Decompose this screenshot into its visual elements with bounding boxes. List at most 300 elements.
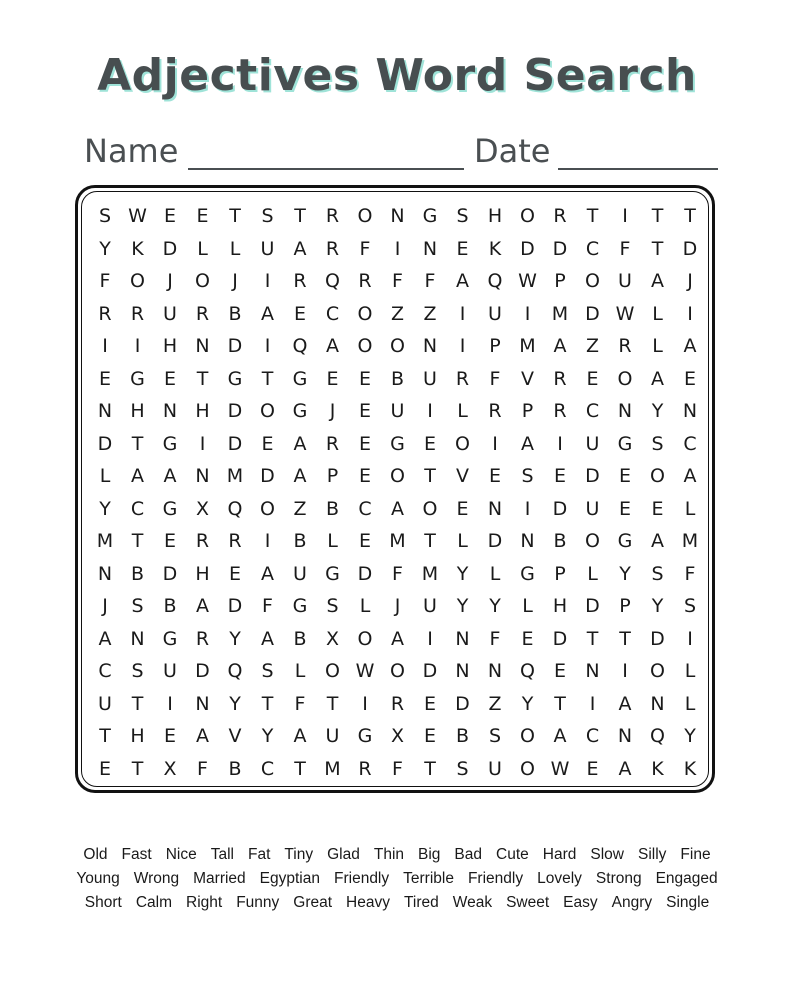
grid-letter[interactable]: N <box>195 692 210 715</box>
grid-letter[interactable]: Y <box>456 595 469 617</box>
grid-letter[interactable]: N <box>487 497 503 520</box>
grid-letter[interactable]: G <box>162 497 178 520</box>
grid-letter[interactable]: O <box>260 497 275 520</box>
grid-letter[interactable]: X <box>325 627 340 650</box>
grid-letter[interactable]: U <box>98 692 112 715</box>
grid-letter[interactable]: A <box>651 367 664 390</box>
grid-letter[interactable]: E <box>618 497 631 520</box>
grid-letter[interactable]: O <box>455 432 470 455</box>
grid-letter[interactable]: D <box>682 237 698 260</box>
grid-letter[interactable]: J <box>232 270 238 292</box>
grid-letter[interactable]: C <box>585 400 600 422</box>
grid-letter[interactable]: G <box>292 400 308 422</box>
grid-letter[interactable]: N <box>617 400 633 422</box>
grid-letter[interactable]: Z <box>390 302 405 325</box>
grid-letter[interactable]: D <box>552 237 568 260</box>
grid-letter[interactable]: O <box>390 335 405 357</box>
grid-letter[interactable]: M <box>226 465 244 487</box>
grid-letter[interactable]: H <box>552 595 568 617</box>
grid-letter[interactable]: P <box>554 562 566 585</box>
grid-letter[interactable]: O <box>260 400 275 422</box>
grid-letter[interactable]: O <box>390 465 405 487</box>
grid-letter[interactable]: N <box>682 400 698 422</box>
grid-letter[interactable]: T <box>229 205 241 227</box>
grid-letter[interactable]: T <box>326 692 339 715</box>
grid-letter[interactable]: P <box>554 270 566 292</box>
grid-letter[interactable]: I <box>362 692 368 715</box>
grid-letter[interactable]: E <box>358 367 371 390</box>
grid-letter[interactable]: E <box>423 725 436 747</box>
grid-letter[interactable]: E <box>423 692 436 715</box>
grid-letter[interactable]: Q <box>650 725 665 747</box>
grid-letter[interactable]: R <box>195 627 210 650</box>
grid-letter[interactable]: F <box>619 237 631 260</box>
grid-letter[interactable]: H <box>195 400 210 422</box>
grid-letter[interactable]: S <box>456 757 469 780</box>
grid-letter[interactable]: A <box>293 432 307 455</box>
grid-letter[interactable]: I <box>622 660 628 682</box>
grid-letter[interactable]: B <box>390 367 405 390</box>
grid-letter[interactable]: N <box>422 335 438 357</box>
grid-letter[interactable]: E <box>358 432 371 455</box>
grid-letter[interactable]: F <box>684 562 696 585</box>
grid-letter[interactable]: S <box>326 595 339 617</box>
grid-letter[interactable]: H <box>487 205 503 227</box>
grid-letter[interactable]: L <box>652 302 663 325</box>
grid-letter[interactable]: F <box>359 237 371 260</box>
grid-letter[interactable]: R <box>358 270 372 292</box>
grid-letter[interactable]: B <box>325 497 340 520</box>
grid-letter[interactable]: L <box>197 237 208 260</box>
grid-letter[interactable]: F <box>262 595 273 617</box>
grid-letter[interactable]: I <box>264 530 271 552</box>
grid-letter[interactable]: E <box>683 367 696 390</box>
grid-letter[interactable]: D <box>422 660 438 682</box>
grid-letter[interactable]: N <box>650 692 665 715</box>
grid-letter[interactable]: R <box>195 530 210 552</box>
grid-letter[interactable]: F <box>489 627 501 650</box>
grid-letter[interactable]: D <box>552 627 568 650</box>
date-line[interactable] <box>558 168 718 170</box>
grid-letter[interactable]: B <box>293 627 307 650</box>
grid-letter[interactable]: U <box>585 432 600 455</box>
grid-letter[interactable]: R <box>195 302 210 325</box>
grid-letter[interactable]: N <box>585 660 600 682</box>
grid-letter[interactable]: D <box>585 302 600 325</box>
grid-letter[interactable]: L <box>489 562 501 585</box>
grid-letter[interactable]: R <box>455 367 470 390</box>
grid-letter[interactable]: E <box>98 367 111 390</box>
grid-letter[interactable]: A <box>521 432 534 455</box>
grid-letter[interactable]: E <box>358 530 371 552</box>
grid-letter[interactable]: A <box>196 725 209 747</box>
grid-letter[interactable]: N <box>422 237 438 260</box>
grid-letter[interactable]: T <box>294 757 306 780</box>
grid-letter[interactable]: R <box>358 757 372 780</box>
grid-letter[interactable]: E <box>163 367 176 390</box>
grid-letter[interactable]: L <box>652 335 663 357</box>
grid-letter[interactable]: G <box>357 725 373 747</box>
grid-letter[interactable]: X <box>163 757 177 780</box>
grid-letter[interactable]: L <box>229 237 241 260</box>
grid-letter[interactable]: O <box>520 205 535 227</box>
grid-letter[interactable]: R <box>325 432 340 455</box>
grid-letter[interactable]: P <box>521 400 534 422</box>
grid-letter[interactable]: U <box>163 302 177 325</box>
grid-letter[interactable]: T <box>294 205 306 227</box>
grid-letter[interactable]: I <box>687 627 693 650</box>
grid-letter[interactable]: E <box>456 237 469 260</box>
grid-letter[interactable]: L <box>457 400 468 422</box>
grid-letter[interactable]: Y <box>99 497 111 520</box>
grid-letter[interactable]: G <box>617 530 633 552</box>
grid-letter[interactable]: J <box>167 270 173 292</box>
grid-letter[interactable]: I <box>687 302 693 325</box>
grid-letter[interactable]: J <box>687 270 693 292</box>
grid-letter[interactable]: E <box>326 367 339 390</box>
grid-letter[interactable]: D <box>585 595 600 617</box>
grid-letter[interactable]: D <box>162 237 178 260</box>
grid-letter[interactable]: E <box>586 367 599 390</box>
grid-letter[interactable]: K <box>131 237 144 260</box>
grid-letter[interactable]: A <box>293 465 307 487</box>
grid-letter[interactable]: U <box>585 497 600 520</box>
grid-letter[interactable]: Y <box>456 562 469 585</box>
grid-letter[interactable]: T <box>131 692 144 715</box>
grid-letter[interactable]: N <box>455 660 470 682</box>
grid-letter[interactable]: M <box>681 530 699 552</box>
grid-letter[interactable]: O <box>585 270 600 292</box>
grid-letter[interactable]: O <box>520 725 535 747</box>
grid-letter[interactable]: G <box>292 595 308 617</box>
grid-letter[interactable]: D <box>650 627 665 650</box>
grid-letter[interactable]: Q <box>227 660 243 682</box>
grid-letter[interactable]: G <box>325 562 340 585</box>
grid-letter[interactable]: K <box>683 757 697 780</box>
grid-letter[interactable]: C <box>585 237 600 260</box>
grid-letter[interactable]: I <box>264 270 271 292</box>
grid-letter[interactable]: F <box>294 692 306 715</box>
grid-letter[interactable]: O <box>130 270 145 292</box>
grid-letter[interactable]: C <box>683 432 697 455</box>
grid-letter[interactable]: O <box>422 497 438 520</box>
grid-letter[interactable]: Y <box>489 595 501 617</box>
grid-letter[interactable]: Y <box>229 627 241 650</box>
grid-letter[interactable]: U <box>260 237 275 260</box>
grid-letter[interactable]: L <box>587 562 598 585</box>
grid-letter[interactable]: Q <box>227 497 243 520</box>
grid-letter[interactable]: R <box>325 237 340 260</box>
grid-letter[interactable]: E <box>618 465 631 487</box>
grid-letter[interactable]: M <box>96 530 114 552</box>
grid-letter[interactable]: D <box>455 692 470 715</box>
grid-letter[interactable]: A <box>163 465 177 487</box>
grid-letter[interactable]: T <box>261 692 274 715</box>
grid-letter[interactable]: U <box>488 302 502 325</box>
grid-letter[interactable]: U <box>163 660 177 682</box>
grid-letter[interactable]: O <box>390 660 405 682</box>
grid-letter[interactable]: U <box>488 757 502 780</box>
grid-letter[interactable]: G <box>617 432 633 455</box>
grid-letter[interactable]: A <box>261 562 274 585</box>
grid-letter[interactable]: E <box>163 205 176 227</box>
grid-letter[interactable]: E <box>358 400 371 422</box>
grid-letter[interactable]: B <box>228 757 242 780</box>
grid-letter[interactable]: M <box>324 757 341 780</box>
grid-letter[interactable]: A <box>98 627 112 650</box>
grid-letter[interactable]: A <box>618 757 632 780</box>
grid-letter[interactable]: S <box>261 205 274 227</box>
grid-letter[interactable]: N <box>617 725 633 747</box>
grid-letter[interactable]: U <box>325 725 340 747</box>
grid-letter[interactable]: A <box>131 465 144 487</box>
grid-letter[interactable]: Y <box>229 692 241 715</box>
grid-letter[interactable]: A <box>553 335 567 357</box>
grid-letter[interactable]: Z <box>585 335 600 357</box>
grid-letter[interactable]: E <box>553 660 566 682</box>
grid-letter[interactable]: Q <box>325 270 340 292</box>
grid-letter[interactable]: A <box>456 270 469 292</box>
grid-letter[interactable]: R <box>553 400 567 422</box>
grid-letter[interactable]: F <box>392 757 403 780</box>
grid-letter[interactable]: D <box>552 497 568 520</box>
grid-letter[interactable]: T <box>651 237 664 260</box>
grid-letter[interactable]: Z <box>423 302 437 325</box>
grid-letter[interactable]: T <box>424 465 436 487</box>
grid-letter[interactable]: S <box>98 205 112 227</box>
grid-letter[interactable]: Y <box>651 595 664 617</box>
grid-letter[interactable]: L <box>457 530 468 552</box>
grid-letter[interactable]: P <box>489 335 501 357</box>
grid-letter[interactable]: T <box>586 205 599 227</box>
grid-letter[interactable]: A <box>651 530 664 552</box>
grid-letter[interactable]: E <box>521 627 534 650</box>
grid-letter[interactable]: N <box>520 530 535 552</box>
grid-letter[interactable]: S <box>131 660 144 682</box>
grid-letter[interactable]: S <box>488 725 502 747</box>
grid-letter[interactable]: I <box>427 627 433 650</box>
grid-letter[interactable]: R <box>325 205 340 227</box>
grid-letter[interactable]: B <box>455 725 470 747</box>
grid-letter[interactable]: L <box>294 660 306 682</box>
grid-letter[interactable]: K <box>488 237 502 260</box>
grid-letter[interactable]: A <box>651 270 664 292</box>
grid-letter[interactable]: G <box>162 432 178 455</box>
grid-letter[interactable]: R <box>553 205 567 227</box>
grid-letter[interactable]: E <box>456 497 469 520</box>
grid-letter[interactable]: F <box>99 270 111 292</box>
grid-letter[interactable]: W <box>518 270 537 292</box>
grid-letter[interactable]: H <box>195 562 210 585</box>
grid-letter[interactable]: G <box>227 367 243 390</box>
grid-letter[interactable]: H <box>130 725 145 747</box>
grid-letter[interactable]: U <box>390 400 405 422</box>
grid-letter[interactable]: T <box>586 627 599 650</box>
grid-letter[interactable]: G <box>162 627 178 650</box>
grid-letter[interactable]: D <box>97 432 113 455</box>
grid-letter[interactable]: F <box>392 270 403 292</box>
grid-letter[interactable]: D <box>357 562 373 585</box>
grid-letter[interactable]: E <box>553 465 566 487</box>
grid-letter[interactable]: I <box>492 432 498 455</box>
grid-letter[interactable]: L <box>327 530 338 552</box>
grid-letter[interactable]: V <box>456 465 469 487</box>
grid-letter[interactable]: C <box>98 660 112 682</box>
grid-letter[interactable]: L <box>99 465 111 487</box>
grid-letter[interactable]: U <box>423 367 437 390</box>
grid-letter[interactable]: O <box>650 660 665 682</box>
grid-letter[interactable]: D <box>162 562 178 585</box>
grid-letter[interactable]: W <box>128 205 147 227</box>
grid-letter[interactable]: W <box>615 302 635 325</box>
grid-letter[interactable]: B <box>163 595 177 617</box>
grid-letter[interactable]: A <box>261 302 274 325</box>
grid-letter[interactable]: Y <box>99 237 111 260</box>
grid-letter[interactable]: N <box>97 562 113 585</box>
grid-letter[interactable]: T <box>619 627 631 650</box>
grid-letter[interactable]: Y <box>651 400 664 422</box>
grid-letter[interactable]: G <box>292 367 308 390</box>
grid-letter[interactable]: L <box>684 660 696 682</box>
grid-letter[interactable]: D <box>227 400 243 422</box>
grid-letter[interactable]: V <box>228 725 242 747</box>
grid-letter[interactable]: L <box>684 692 696 715</box>
grid-letter[interactable]: Q <box>520 660 535 682</box>
grid-letter[interactable]: B <box>228 302 242 325</box>
grid-letter[interactable]: E <box>163 725 176 747</box>
grid-letter[interactable]: R <box>98 302 112 325</box>
grid-letter[interactable]: E <box>196 205 209 227</box>
grid-letter[interactable]: P <box>619 595 631 617</box>
grid-letter[interactable]: E <box>228 562 241 585</box>
grid-letter[interactable]: D <box>520 237 535 260</box>
grid-letter[interactable]: O <box>650 465 665 487</box>
grid-letter[interactable]: T <box>424 757 436 780</box>
grid-letter[interactable]: X <box>390 725 405 747</box>
grid-letter[interactable]: D <box>585 465 600 487</box>
grid-letter[interactable]: B <box>293 530 307 552</box>
grid-letter[interactable]: H <box>130 400 145 422</box>
grid-letter[interactable]: I <box>459 302 466 325</box>
grid-letter[interactable]: I <box>394 237 401 260</box>
grid-letter[interactable]: G <box>390 432 405 455</box>
grid-letter[interactable]: R <box>228 530 242 552</box>
grid-letter[interactable]: D <box>227 432 243 455</box>
grid-letter[interactable]: O <box>617 367 633 390</box>
grid-letter[interactable]: C <box>325 302 340 325</box>
grid-letter[interactable]: A <box>683 335 697 357</box>
grid-letter[interactable]: I <box>264 335 271 357</box>
grid-letter[interactable]: A <box>293 237 307 260</box>
grid-letter[interactable]: M <box>519 335 536 357</box>
grid-letter[interactable]: N <box>130 627 145 650</box>
grid-letter[interactable]: C <box>260 757 275 780</box>
grid-letter[interactable]: G <box>130 367 145 390</box>
grid-letter[interactable]: L <box>684 497 696 520</box>
grid-letter[interactable]: J <box>329 400 336 422</box>
grid-letter[interactable]: I <box>622 205 628 227</box>
grid-letter[interactable]: S <box>651 432 664 455</box>
grid-letter[interactable]: R <box>293 270 307 292</box>
grid-letter[interactable]: Y <box>619 562 631 585</box>
grid-letter[interactable]: E <box>163 530 176 552</box>
grid-letter[interactable]: E <box>293 302 306 325</box>
grid-letter[interactable]: N <box>390 205 405 227</box>
grid-letter[interactable]: N <box>162 400 178 422</box>
grid-letter[interactable]: I <box>459 335 466 357</box>
grid-letter[interactable]: Z <box>293 497 307 520</box>
grid-letter[interactable]: E <box>651 497 664 520</box>
grid-letter[interactable]: I <box>134 335 141 357</box>
grid-letter[interactable]: W <box>355 660 375 682</box>
grid-letter[interactable]: F <box>424 270 436 292</box>
grid-letter[interactable]: A <box>618 692 632 715</box>
grid-letter[interactable]: T <box>554 692 566 715</box>
grid-letter[interactable]: I <box>524 302 531 325</box>
grid-letter[interactable]: I <box>167 692 173 715</box>
grid-letter[interactable]: L <box>522 595 533 617</box>
grid-letter[interactable]: W <box>550 757 570 780</box>
grid-letter[interactable]: Q <box>487 270 503 292</box>
grid-letter[interactable]: S <box>456 205 469 227</box>
grid-letter[interactable]: J <box>394 595 401 617</box>
grid-letter[interactable]: K <box>651 757 664 780</box>
grid-letter[interactable]: X <box>195 497 210 520</box>
grid-letter[interactable]: L <box>359 595 371 617</box>
grid-letter[interactable]: R <box>130 302 145 325</box>
grid-letter[interactable]: J <box>102 595 108 617</box>
grid-letter[interactable]: D <box>487 530 503 552</box>
grid-letter[interactable]: T <box>99 725 111 747</box>
grid-letter[interactable]: I <box>427 400 433 422</box>
grid-letter[interactable]: T <box>131 432 144 455</box>
grid-letter[interactable]: R <box>390 692 405 715</box>
grid-letter[interactable]: V <box>521 367 534 390</box>
grid-letter[interactable]: G <box>520 562 535 585</box>
grid-letter[interactable]: A <box>261 627 274 650</box>
grid-letter[interactable]: I <box>557 432 563 455</box>
grid-letter[interactable]: N <box>97 400 113 422</box>
grid-letter[interactable]: P <box>326 465 339 487</box>
grid-letter[interactable]: O <box>357 302 373 325</box>
grid-letter[interactable]: I <box>589 692 596 715</box>
grid-letter[interactable]: C <box>585 725 600 747</box>
grid-letter[interactable]: U <box>293 562 307 585</box>
grid-letter[interactable]: D <box>195 660 210 682</box>
grid-letter[interactable]: I <box>102 335 108 357</box>
grid-letter[interactable]: A <box>683 465 697 487</box>
grid-letter[interactable]: N <box>487 660 503 682</box>
grid-letter[interactable]: O <box>357 627 373 650</box>
grid-letter[interactable]: O <box>357 335 373 357</box>
grid-letter[interactable]: O <box>520 757 535 780</box>
grid-letter[interactable]: M <box>551 302 569 325</box>
name-line[interactable] <box>188 168 464 170</box>
grid-letter[interactable]: Y <box>684 725 696 747</box>
grid-letter[interactable]: O <box>195 270 210 292</box>
grid-letter[interactable]: T <box>684 205 696 227</box>
grid-letter[interactable]: C <box>358 497 372 520</box>
grid-letter[interactable]: F <box>197 757 208 780</box>
grid-letter[interactable]: E <box>488 465 501 487</box>
grid-letter[interactable]: F <box>392 562 403 585</box>
grid-letter[interactable]: N <box>455 627 470 650</box>
grid-letter[interactable]: Q <box>292 335 308 357</box>
grid-letter[interactable]: H <box>162 335 178 357</box>
grid-letter[interactable]: I <box>199 432 206 455</box>
grid-letter[interactable]: S <box>521 465 534 487</box>
grid-letter[interactable]: G <box>422 205 438 227</box>
